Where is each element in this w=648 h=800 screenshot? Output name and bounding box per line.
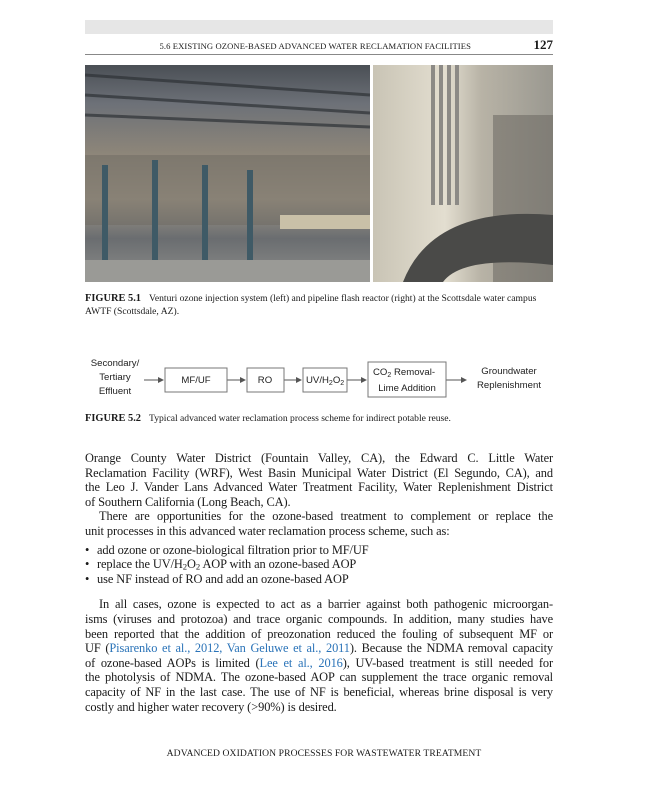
step-label: Lime Addition	[378, 383, 436, 394]
caption-text: Typical advanced water reclamation process scheme for indirect potable reuse.	[149, 413, 451, 424]
venturi-photo	[85, 65, 370, 282]
running-title: 5.6 EXISTING OZONE-BASED ADVANCED WATER RECLAMATION FACILITIES	[159, 41, 471, 51]
text-line: UF (Pisarenko et al., 2012, Van Geluwe et al., 2011). Because the NDMA removal capacity	[85, 641, 554, 656]
figure-label: FIGURE 5.1	[85, 293, 141, 304]
text-line: costly and higher water recovery (>90%) is desired.	[85, 699, 337, 714]
figure-5-1-photos	[85, 65, 553, 282]
text-line: of Southern California (Long Beach, CA).	[85, 494, 291, 509]
step-label: $CO_2$ Removal-	[373, 367, 436, 379]
text-line: unit processes in this advanced water reclamation process scheme, such as:	[85, 523, 450, 538]
caption-text: Venturi ozone injection system (left) and pipeline flash reactor (right) at the Scottsdale water campus AWTF (Scottsdale, AZ).	[85, 293, 537, 317]
bullet-item: • add ozone or ozone-biological filtration prior to MF/UF	[85, 543, 553, 558]
body-text	[85, 451, 553, 714]
input-label: Effluent	[98, 386, 132, 397]
header-bar	[85, 20, 553, 34]
text-line: Reclamation Facility (WRF), West Basin Municipal Water District (El Segundo, CA), and	[85, 465, 553, 480]
citation-link[interactable]: Lee et al., 2016	[259, 655, 343, 670]
running-footer: ADVANCED OXIDATION PROCESSES FOR WASTEWATER TREATMENT	[166, 748, 482, 759]
flash-reactor-photo	[373, 65, 553, 282]
text-line: capacity of NF in the last case. The use of NF is beneficial, whereas brine disposal is very	[85, 684, 553, 699]
bullet-item: • use NF instead of RO and add an ozone-based AOP	[85, 572, 553, 587]
input-label: Tertiary	[99, 372, 131, 383]
running-header	[85, 38, 553, 55]
figure-5-2-caption	[85, 412, 553, 425]
text-line: the photolysis of NDMA. The ozone-based AOP can supplement the trace organic removal	[85, 670, 553, 685]
text-line: isms (viruses and protozoa) and trace organic compounds. In addition, many studies have	[85, 611, 553, 626]
text-line: There are opportunities for the ozone-based treatment to complement or replace the	[99, 509, 553, 524]
output-label: Replenishment	[477, 380, 541, 391]
input-label: Secondary/	[90, 358, 140, 369]
step-label: $UV/H_2O_2$	[306, 375, 345, 387]
text-line: Orange County Water District (Fountain Valley, CA), the Edward C. Little Water	[85, 451, 553, 465]
step-label: MF/UF	[181, 375, 211, 386]
step-label: RO	[257, 375, 273, 386]
page-number: 127	[533, 37, 553, 52]
output-label: Groundwater	[481, 366, 537, 377]
text-line: the Leo J. Vander Lans Advanced Water Treatment Facility, Water Replenishment District	[85, 480, 553, 495]
text-line: been reported that the addition of preozonation reduced the fouling of subsequent MF or	[85, 626, 553, 641]
bullet-item: • replace the $UV/H_2O_2$ AOP with an ozone-based AOP	[85, 557, 553, 572]
citation-link[interactable]: Pisarenko et al., 2012, Van Geluwe et al., 2011	[109, 641, 350, 656]
figure-5-2-process-diagram	[85, 355, 553, 405]
figure-5-1-caption	[85, 292, 553, 318]
text-line: of ozone-based AOPs is limited (Lee et al., 2016), UV-based treatment is still needed for	[85, 655, 554, 670]
text-line: In all cases, ozone is expected to act as a barrier against both pathogenic microorgan-	[99, 597, 553, 612]
figure-label: FIGURE 5.2	[85, 413, 141, 424]
